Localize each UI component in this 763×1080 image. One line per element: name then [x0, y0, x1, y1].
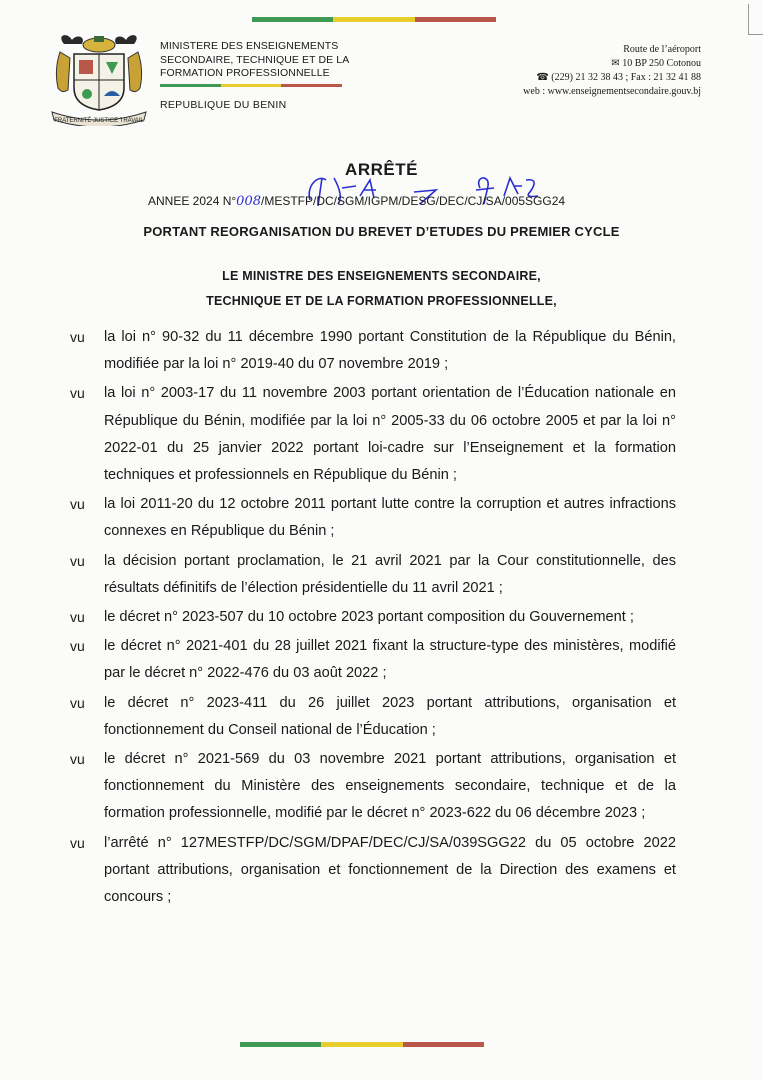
vu-label: vu: [70, 751, 85, 768]
consideration-item: [70, 746, 676, 828]
republic-name: REPUBLIQUE DU BENIN: [160, 99, 287, 111]
contact-phone: ☎ (229) 21 32 38 43 ; Fax : 21 32 41 88: [536, 72, 701, 83]
contact-block: [523, 43, 701, 99]
considerations-list: [70, 324, 676, 913]
consideration-item: [70, 690, 676, 744]
consideration-item: [70, 548, 676, 602]
consideration-text: la décision portant proclamation, le 21 avril 2021 par la Cour constitutionnelle, des résultats définitifs de l’élection présidentielle du 11 avril 2021 ;: [104, 552, 676, 596]
consideration-text: l’arrêté n° 127MESTFP/DC/SGM/DPAF/DEC/CJ/SA/039SGG22 du 05 octobre 2022 portant attributions, organisation et fonctionnement de la Direction des examens et concours ;: [104, 834, 676, 906]
consideration-text: la loi n° 2003-17 du 11 novembre 2003 portant orientation de l’Éducation nationale en République du Bénin, modifiée par la loi n° 2005-33 du 06 octobre 2005 et par la loi n° 2022-01 du 25 janvier 2022 portant loi-cadre sur l’Enseignement et la formation techniques et professionnels en République du Bénin ;: [104, 385, 676, 484]
consideration-text: le décret n° 2021-401 du 28 juillet 2021 fixant la structure-type des ministères, modifié par le décret n° 2022-476 du 03 août 2022 ;: [104, 638, 676, 682]
vu-label: vu: [70, 609, 85, 626]
document-reference: [148, 194, 565, 209]
contact-address: Route de l’aéroport: [623, 44, 701, 55]
vu-label: vu: [70, 385, 85, 402]
reference-number: 008: [236, 194, 261, 209]
ministry-name: [160, 40, 349, 87]
phone-icon: ☎: [536, 72, 552, 83]
ministry-line-2: SECONDAIRE, TECHNIQUE ET DE LA: [160, 53, 350, 66]
document-subject: PORTANT REORGANISATION DU BREVET D’ETUDES DU PREMIER CYCLE: [143, 224, 620, 239]
consideration-item: [70, 491, 676, 545]
ministry-line-1: MINISTERE DES ENSEIGNEMENTS: [160, 40, 339, 52]
vu-label: vu: [70, 834, 85, 851]
vu-label: vu: [70, 496, 85, 513]
consideration-item: [70, 324, 676, 378]
consideration-item: [70, 830, 676, 912]
minister-line-1: LE MINISTRE DES ENSEIGNEMENTS SECONDAIRE,: [222, 269, 541, 283]
reference-prefix: ANNEE 2024 N°: [148, 194, 237, 208]
reference-suffix: /MESTFP/DC/SGM/IGPM/DESG/DEC/CJ/SA/005SGG24: [261, 194, 566, 208]
vu-label: vu: [70, 552, 85, 569]
benin-coat-of-arms-icon: [46, 30, 152, 126]
ministry-flag-divider: [160, 84, 342, 87]
vu-label: vu: [70, 694, 85, 711]
emblem-motto: FRATERNITÉ JUSTICE TRAVAIL: [54, 118, 144, 124]
minister-line-2: TECHNIQUE ET DE LA FORMATION PROFESSIONNELLE,: [206, 294, 557, 308]
contact-po-box: ✉ 10 BP 250 Cotonou: [611, 58, 701, 69]
flag-stripe-top: [252, 17, 496, 22]
vu-label: vu: [70, 329, 85, 345]
consideration-text: la loi 2011-20 du 12 octobre 2011 portant lutte contre la corruption et autres infractions connexes en République du Bénin ;: [104, 496, 676, 540]
consideration-text: le décret n° 2023-411 du 26 juillet 2023 portant attributions, organisation et fonctionnement du Conseil national de l’Éducation ;: [104, 694, 676, 738]
contact-website: web : www.enseignementsecondaire.gouv.bj: [523, 86, 701, 97]
vu-label: vu: [70, 638, 85, 655]
consideration-text: le décret n° 2021-569 du 03 novembre 2021 portant attributions, organisation et fonctionnement du Ministère des enseignements secondaire, technique et de la formation professionnelle, modifié par le décret n° 2023-622 du 06 décembre 2023 ;: [104, 751, 676, 822]
consideration-text: le décret n° 2023-507 du 10 octobre 2023 portant composition du Gouvernement ;: [104, 609, 634, 626]
mailbox-icon: ✉: [611, 58, 623, 69]
consideration-item: [70, 380, 676, 489]
ministry-line-3: FORMATION PROFESSIONNELLE: [160, 67, 330, 79]
minister-heading: [0, 264, 763, 314]
flag-stripe-bottom: [240, 1042, 484, 1047]
consideration-item: [70, 604, 676, 631]
scan-corner-mark: [748, 4, 763, 35]
consideration-item: [70, 633, 676, 687]
document-title: ARRÊTÉ: [345, 160, 418, 179]
consideration-text: la loi n° 90-32 du 11 décembre 1990 portant Constitution de la République du Bénin, modifiée par la loi n° 2019-40 du 07 novembre 2019 ;: [104, 329, 676, 373]
